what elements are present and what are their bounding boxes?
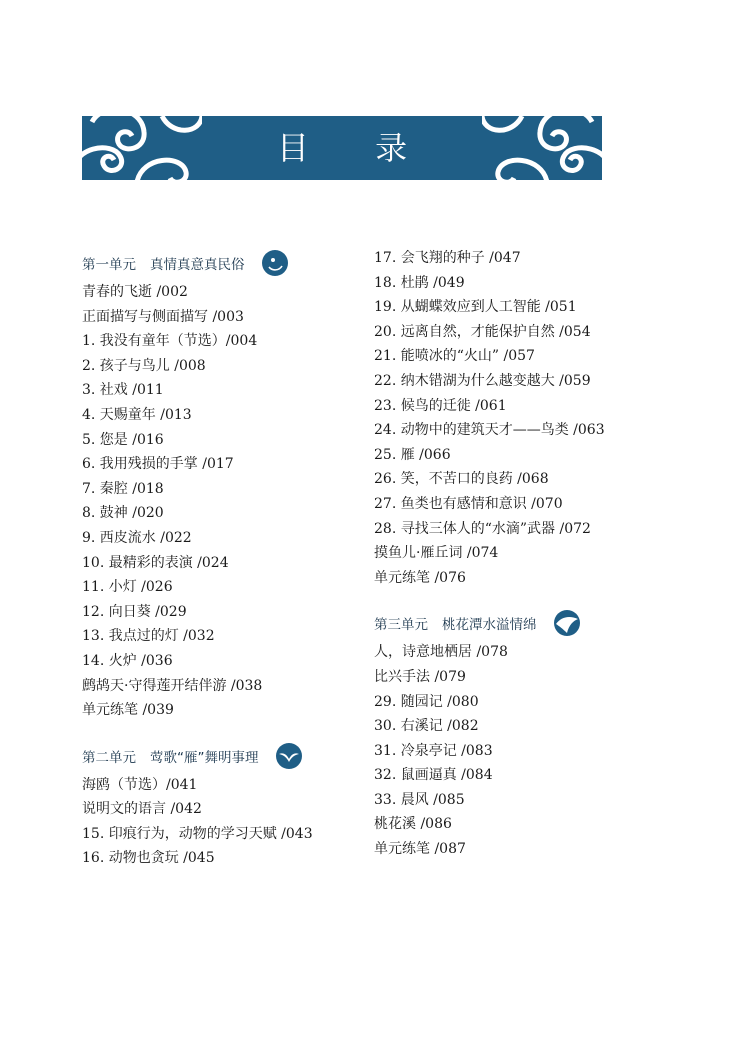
toc-entry: 12. 向日葵 /029	[82, 603, 187, 620]
toc-entry: 21. 能喷冰的“火山” /057	[374, 348, 535, 365]
wave-badge-icon	[553, 609, 581, 637]
toc-entry: 33. 晨风 /085	[374, 791, 465, 808]
toc-entry: 4. 天赐童年 /013	[82, 406, 192, 423]
toc-entry: 27. 鱼类也有感情和意识 /070	[374, 495, 563, 512]
toc-entry: 15. 印痕行为，动物的学习天赋 /043	[82, 825, 313, 842]
toc-entry: 海鸥（节选）/041	[82, 776, 198, 793]
toc-entry: 24. 动物中的建筑天才——鸟类 /063	[374, 422, 605, 439]
toc-entry: 23. 候鸟的迁徙 /061	[374, 397, 507, 414]
unit-title: 莺歌“雁”舞明事理	[150, 749, 259, 766]
toc-entry: 单元练笔 /076	[374, 569, 466, 586]
moon-badge-icon	[261, 249, 289, 277]
page-title: 目 录	[276, 129, 436, 167]
unit-heading-3	[374, 606, 694, 640]
toc-entry: 比兴手法 /079	[374, 668, 466, 685]
toc-entry: 19. 从蝴蝶效应到人工智能 /051	[374, 299, 577, 316]
toc-entry: 鹧鸪天·守得莲开结伴游 /038	[82, 677, 263, 694]
toc-column-left	[82, 246, 362, 871]
toc-entry: 9. 西皮流水 /022	[82, 529, 192, 546]
toc-entry: 单元练笔 /039	[82, 702, 174, 719]
toc-entry: 8. 鼓神 /020	[82, 505, 164, 522]
unit-title: 真情真意真民俗	[150, 257, 245, 273]
toc-entry: 青春的飞逝 /002	[82, 284, 188, 300]
toc-entry: 26. 笑，不苦口的良药 /068	[374, 471, 549, 488]
unit-number: 第一单元	[82, 257, 136, 273]
toc-entry: 29. 随园记 /080	[374, 693, 479, 710]
toc-entry: 16. 动物也贪玩 /045	[82, 850, 215, 867]
toc-entry: 31. 冷泉亭记 /083	[374, 742, 493, 759]
toc-entry: 5. 您是 /016	[82, 431, 164, 448]
toc-entry: 32. 鼠画逼真 /084	[374, 767, 493, 784]
toc-entry: 28. 寻找三体人的“水滴”武器 /072	[374, 520, 591, 537]
toc-entry: 单元练笔 /087	[374, 841, 466, 858]
toc-entry: 人，诗意地栖居 /078	[374, 644, 508, 661]
toc-entry: 1. 我没有童年（节选）/004	[82, 333, 258, 350]
toc-column-right	[374, 246, 694, 862]
bird-badge-icon	[275, 742, 303, 770]
spacer	[82, 723, 362, 739]
toc-entry: 6. 我用残损的手掌 /017	[82, 456, 234, 473]
unit-1-entries	[82, 280, 362, 723]
toc-entry: 说明文的语言 /042	[82, 801, 202, 818]
unit-title: 桃花潭水溢情绵	[442, 617, 537, 634]
unit-3-entries	[374, 640, 694, 861]
toc-entry: 25. 雁 /066	[374, 446, 451, 463]
toc-entry: 30. 右溪记 /082	[374, 718, 479, 735]
toc-entry: 7. 秦腔 /018	[82, 480, 164, 497]
spacer	[374, 590, 694, 606]
toc-entry: 摸鱼儿·雁丘词 /074	[374, 545, 499, 562]
toc-entry: 10. 最精彩的表演 /024	[82, 554, 229, 571]
unit-2-entries	[82, 773, 362, 871]
toc-entry: 正面描写与侧面描写 /003	[82, 308, 244, 325]
unit-2-continued-entries	[374, 246, 694, 590]
toc-entry: 11. 小灯 /026	[82, 579, 173, 596]
unit-number: 第三单元	[374, 617, 428, 634]
unit-heading-1	[82, 246, 362, 280]
toc-entry: 17. 会飞翔的种子 /047	[374, 250, 521, 266]
toc-entry: 2. 孩子与鸟儿 /008	[82, 357, 206, 374]
toc-entry: 22. 纳木错湖为什么越变越大 /059	[374, 372, 591, 389]
toc-entry: 14. 火炉 /036	[82, 652, 173, 669]
toc-entry: 13. 我点过的灯 /032	[82, 628, 215, 645]
toc-entry: 3. 社戏 /011	[82, 382, 164, 399]
toc-entry: 20. 远离自然，才能保护自然 /054	[374, 323, 591, 340]
unit-heading-2	[82, 739, 362, 773]
toc-entry: 18. 杜鹃 /049	[374, 274, 465, 291]
toc-entry: 桃花溪 /086	[374, 816, 452, 833]
title-banner	[82, 116, 602, 180]
unit-number: 第二单元	[82, 749, 136, 766]
